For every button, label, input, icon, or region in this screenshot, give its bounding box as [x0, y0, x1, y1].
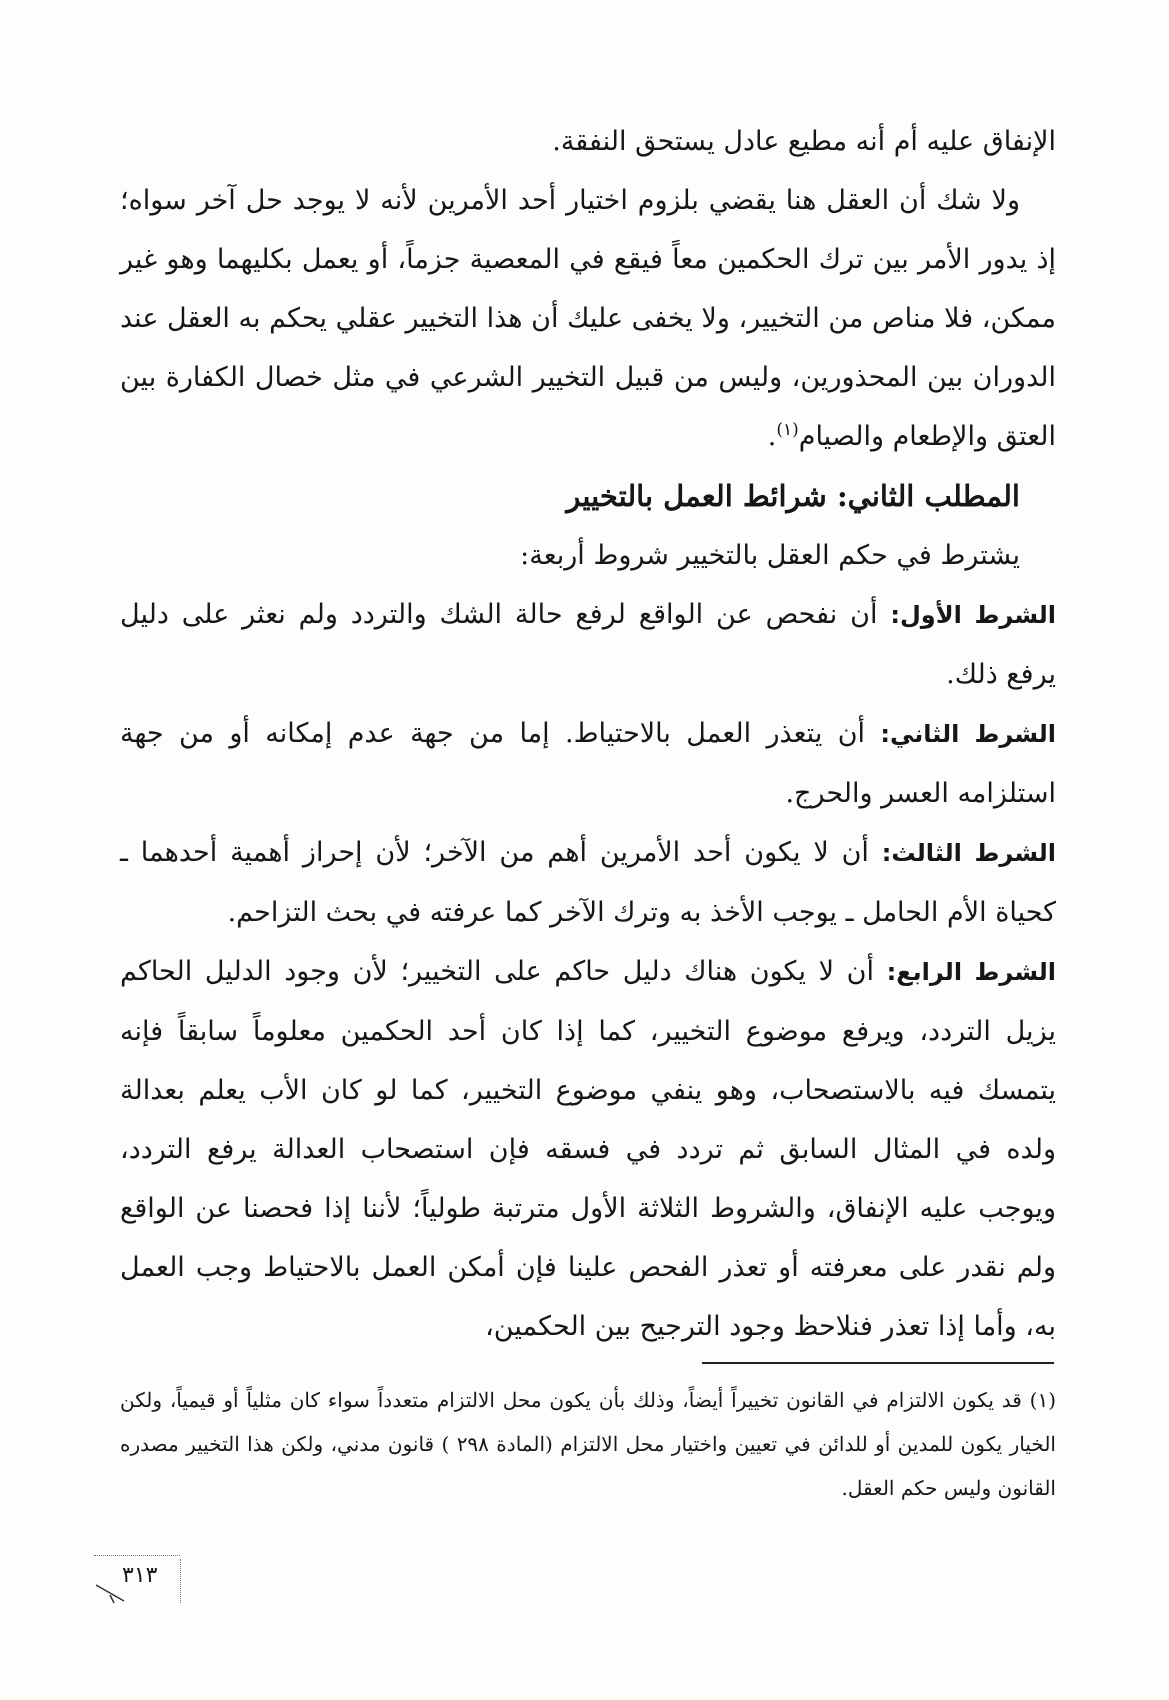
conditions-intro: يشترط في حكم العقل بالتخيير شروط أربعة:: [520, 540, 1020, 571]
condition-label: الشرط الأول:: [890, 601, 1056, 629]
section-heading-prefix: المطلب الثاني:: [836, 479, 1020, 513]
page-number-dotted-bar: [180, 1559, 181, 1603]
footnote-reference-1[interactable]: (١): [776, 420, 799, 440]
footnote-divider: [702, 1362, 1054, 1364]
section-heading-title: شرائط العمل بالتخيير: [566, 479, 827, 513]
footnote-number: (١): [1029, 1388, 1056, 1412]
condition-3: [120, 823, 1056, 942]
page-corner-mark-icon: [94, 1581, 128, 1605]
condition-4: [120, 942, 1056, 1356]
section-heading: [120, 466, 1056, 526]
main-text-block: [120, 112, 1056, 1356]
page-number: ٣١٣: [122, 1563, 158, 1588]
paragraph-continuation: الإنفاق عليه أم أنه مطيع عادل يستحق النفقة.: [552, 126, 1056, 157]
condition-label: الشرط الثاني:: [880, 720, 1056, 748]
condition-text: أن نفحص عن الواقع لرفع حالة الشك والتردد ولم نعثر على دليل يرفع ذلك.: [120, 599, 1056, 690]
condition-text: أن لا يكون أحد الأمرين أهم من الآخر؛ لأن إحراز أهمية أحدهما ـ كحياة الأم الحامل ـ يوجب الأخذ به وترك الآخر كما عرفته في بحث التزاحم.: [120, 837, 1056, 928]
paragraph-end-period: .: [767, 421, 777, 452]
footnote-1: [120, 1378, 1056, 1510]
condition-text: أن يتعذر العمل بالاحتياط. إما من جهة عدم إمكانه أو من جهة استلزامه العسر والحرج.: [120, 718, 1056, 809]
page-number-area: [94, 1555, 186, 1605]
page-number-dotted-line: [94, 1555, 180, 1556]
paragraph-reason: [120, 171, 1056, 466]
condition-2: [120, 704, 1056, 823]
condition-label: الشرط الثالث:: [881, 839, 1056, 867]
condition-text: أن لا يكون هناك دليل حاكم على التخيير؛ لأن وجود الدليل الحاكم يزيل التردد، ويرفع موضوع التخيير، كما إذا كان أحد الحكمين معلوماً سابقاً فإنه يتمسك فيه بالاستصحاب، وهو ينفي موضوع التخيير، كما لو كان الأب يعلم بعدالة ولده في المثال السابق ثم تردد في فسقه فإن استصحاب العدالة يرفع التردد، ويوجب عليه الإنفاق، والشروط الثلاثة الأول مترتبة طولياً؛ لأننا إذا فحصنا عن الواقع ولم نقدر على معرفته أو تعذر الفحص علينا فإن أمكن العمل بالاحتياط وجب العمل به، وأما إذا تعذر فنلاحظ وجود الترجيح بين الحكمين،: [120, 956, 1056, 1342]
condition-label: الشرط الرابع:: [886, 958, 1056, 986]
paragraph-reason-text: ولا شك أن العقل هنا يقضي بلزوم اختيار أحد الأمرين لأنه لا يوجد حل آخر سواه؛ إذ يدور الأمر بين ترك الحكمين معاً فيقع في المعصية جزماً، أو يعمل بكليهما وهو غير ممكن، فلا مناص من التخيير، ولا يخفى عليك أن هذا التخيير عقلي يحكم به العقل عند الدوران بين المحذورين، وليس من قبيل التخيير الشرعي في مثل خصال الكفارة بين العتق والإطعام والصيام: [120, 185, 1056, 452]
condition-1: [120, 585, 1056, 704]
footnotes-section: [120, 1378, 1056, 1510]
footnote-text: قد يكون الالتزام في القانون تخييراً أيضاً، وذلك بأن يكون محل الالتزام متعدداً سواء كان مثلياً أو قيمياً، ولكن الخيار يكون للمدين أو للدائن في تعيين واختيار محل الالتزام (المادة ٢٩٨ ) قانون مدني، ولكن هذا التخيير مصدره القانون وليس حكم العقل.: [120, 1388, 1056, 1500]
